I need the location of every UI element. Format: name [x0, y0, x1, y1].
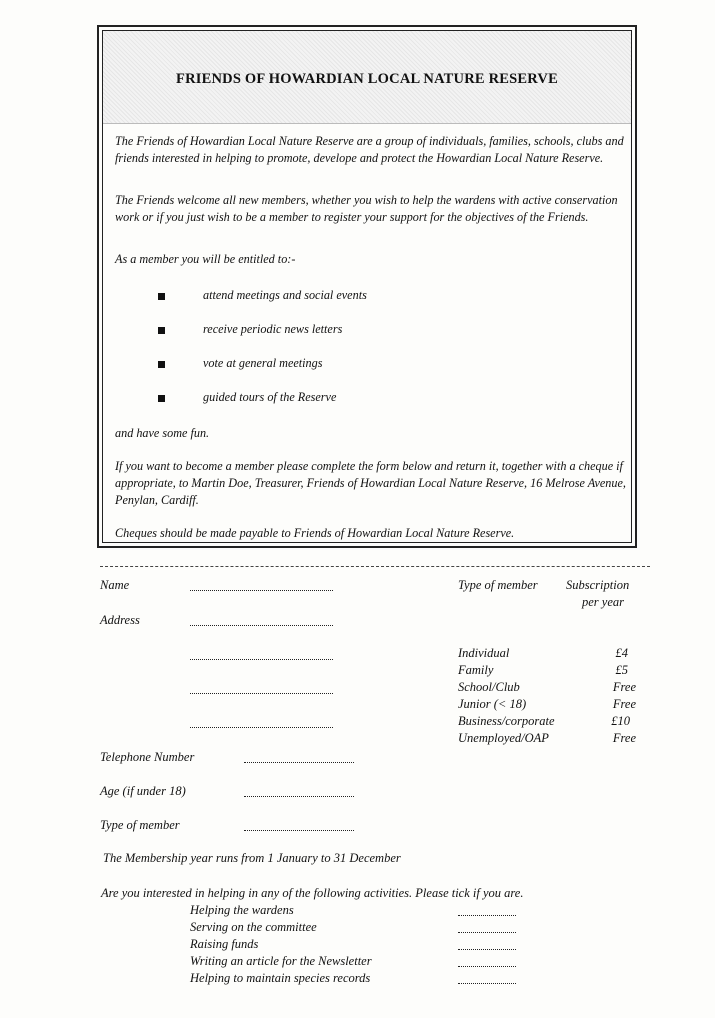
- table-header-type: Type of member: [458, 578, 538, 592]
- tick-field[interactable]: [458, 966, 516, 967]
- age-field[interactable]: [244, 796, 354, 797]
- activity-item: Raising funds: [190, 937, 520, 954]
- bullet-square-icon: [158, 395, 165, 402]
- table-row: Unemployed/OAP Free: [458, 731, 636, 745]
- return-instructions: If you want to become a member please complete the form below and return it, together with a cheque if appropriate, to Martin Doe, Treasurer, Friends of Howardian Local Nature Reserve, 16 Melrose Avenue, Penylan, Cardiff.: [115, 459, 626, 507]
- table-row: Business/corporate £10: [458, 714, 630, 728]
- name-label: Name: [100, 578, 130, 592]
- activity-item: Writing an article for the Newsletter: [190, 954, 520, 971]
- intro-paragraph-2: The Friends welcome all new members, whether you wish to help the wardens with active conservation work or if you just wish to be a member to register your support for the objectives of the Friends.: [115, 193, 618, 224]
- member-type-field[interactable]: [244, 830, 354, 831]
- table-row: Family £5: [458, 663, 628, 677]
- table-header-per-year: per year: [582, 595, 624, 609]
- tick-field[interactable]: [458, 915, 516, 916]
- intro-paragraph-3: As a member you will be entitled to:-: [115, 252, 296, 266]
- activity-item: Helping the wardens: [190, 903, 520, 920]
- cut-line: [100, 566, 650, 567]
- header-band: [103, 31, 631, 124]
- table-header-subscription: Subscription: [566, 578, 630, 592]
- tick-field[interactable]: [458, 983, 516, 984]
- tick-field[interactable]: [458, 932, 516, 933]
- info-box-inner: FRIENDS OF HOWARDIAN LOCAL NATURE RESERVE The Friends of Howardian Local Nature Reserve are a group of individuals, families, schools, clubs and friends interested in helping to promote, develope and protect the Howardian Local Nature Reserve. The Friends welcome all new members, whether you wish to help the wardens with active conservation work or if you just wish to be a member to register your support for the objectives of the Friends. As a member you will be entitled to:- attend meetings and social events receive periodic news letters vote at general meetings guided tours of the Reserve and have some fun. If you want to become a member please complete the form below and return it, together with a cheque if appropriate, to Martin Doe, Treasurer, Friends of Howardian Local Nature Reserve, 16 Melrose Avenue, Penylan, Cardiff. Cheques should be made payable to Friends of Howardian Local Nature Reserve.: [102, 30, 632, 543]
- activities-question: Are you interested in helping in any of the following activities. Please tick if you are.: [101, 886, 524, 900]
- tick-field[interactable]: [458, 949, 516, 950]
- info-box: [97, 25, 637, 548]
- table-row: School/Club Free: [458, 680, 636, 694]
- name-field[interactable]: [190, 590, 333, 591]
- activity-item: Serving on the committee: [190, 920, 520, 937]
- bullet-square-icon: [158, 327, 165, 334]
- membership-year-note: The Membership year runs from 1 January to 31 December: [103, 851, 401, 865]
- intro-paragraph-1: The Friends of Howardian Local Nature Reserve are a group of individuals, families, schools, clubs and friends interested in helping to promote, develope and protect the Howardian Local Nature Reserve.: [115, 134, 624, 165]
- page-title: FRIENDS OF HOWARDIAN LOCAL NATURE RESERVE: [176, 71, 558, 87]
- address-field-line-1[interactable]: [190, 625, 333, 626]
- address-field-line-3[interactable]: [190, 693, 333, 694]
- member-type-label: Type of member: [100, 818, 180, 832]
- address-field-line-4[interactable]: [190, 727, 333, 728]
- bullet-square-icon: [158, 293, 165, 300]
- address-field-line-2[interactable]: [190, 659, 333, 660]
- fun-line: and have some fun.: [115, 426, 210, 440]
- age-label: Age (if under 18): [100, 784, 186, 798]
- table-row: Junior (< 18) Free: [458, 697, 636, 711]
- telephone-field[interactable]: [244, 762, 354, 763]
- telephone-label: Telephone Number: [100, 750, 195, 764]
- bullet-square-icon: [158, 361, 165, 368]
- activity-item: Helping to maintain species records: [190, 971, 520, 988]
- cheque-note: Cheques should be made payable to Friends of Howardian Local Nature Reserve.: [115, 526, 515, 540]
- table-row: Individual £4: [458, 646, 628, 660]
- address-label: Address: [100, 613, 140, 627]
